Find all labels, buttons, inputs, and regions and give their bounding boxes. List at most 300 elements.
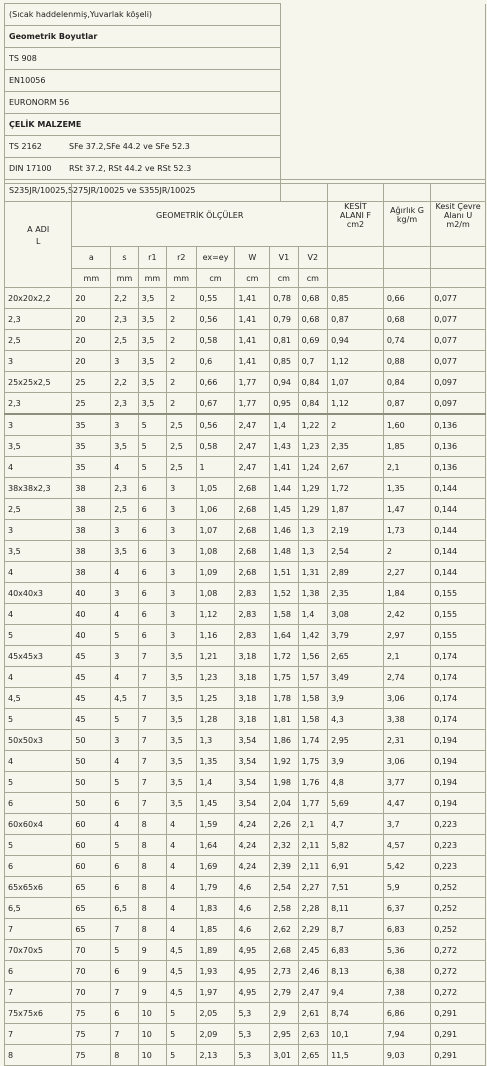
table-cell: 8,11 [328,898,384,919]
table-cell: 5 [5,709,72,730]
table-cell: 7 [5,1024,72,1045]
table-cell: 0,174 [431,667,486,688]
table-cell: 1,44 [270,478,298,499]
table-cell: 0,136 [431,414,486,436]
table-cell: 0,74 [383,330,430,351]
table-cell: 3,01 [270,1045,298,1066]
table-cell: 4 [167,877,196,898]
table-cell: 2,35 [328,583,384,604]
table-cell: 1,21 [196,646,235,667]
table-cell: 0,077 [431,351,486,372]
table-cell: 0,84 [298,372,327,393]
table-cell: 1,46 [270,520,298,541]
table-cell: 0,194 [431,772,486,793]
table-cell: 4,5 [167,961,196,982]
table-cell: 4,95 [235,961,270,982]
table-cell: 3,06 [383,751,430,772]
table-cell: 5 [5,625,72,646]
table-cell: 4,24 [235,835,270,856]
table-cell: 20 [72,330,111,351]
table-cell: 8 [138,814,166,835]
table-cell: 5 [111,709,138,730]
unit-row [5,269,486,288]
table-cell: 8 [138,877,166,898]
table-cell: 3,08 [328,604,384,625]
table-cell: 0,144 [431,499,486,520]
table-cell: 3 [111,646,138,667]
table-cell: 1,31 [298,562,327,583]
table-cell: 0,291 [431,1045,486,1066]
table-cell: 38 [72,520,111,541]
table-cell: 1,93 [196,961,235,982]
table-cell: 3 [167,478,196,499]
table-cell: 70x70x5 [5,940,72,961]
unit-cell: mm [111,269,138,288]
table-cell: 5,42 [383,856,430,877]
table-cell: 1,38 [298,583,327,604]
table-row [5,730,486,751]
table-cell: 1 [196,457,235,478]
standard-ts: TS 908 [5,48,281,70]
table-cell: 40 [72,604,111,625]
table-cell: 3 [167,541,196,562]
table-cell: 2,68 [235,520,270,541]
table-cell: 20 [72,309,111,330]
table-cell: 1,87 [328,499,384,520]
table-cell: 0,7 [298,351,327,372]
table-cell: 0,291 [431,1003,486,1024]
table-cell: 3,54 [235,751,270,772]
table-cell: 1,77 [235,372,270,393]
table-cell: 0,291 [431,1024,486,1045]
table-cell: 1,07 [196,520,235,541]
table-cell: 5,36 [383,940,430,961]
table-cell: 4,3 [328,709,384,730]
table-cell: 2,26 [270,814,298,835]
table-cell: 2,95 [328,730,384,751]
table-cell: 3 [111,583,138,604]
table-cell: 0,223 [431,814,486,835]
table-cell: 0,68 [298,309,327,330]
symbol-cell: r2 [167,247,196,269]
table-cell: 0,174 [431,646,486,667]
table-cell: 0,85 [270,351,298,372]
table-cell: 4 [111,814,138,835]
table-cell: 3 [5,520,72,541]
table-cell: 6 [138,562,166,583]
table-row [5,457,486,478]
table-cell: 4 [167,814,196,835]
table-cell: 0,194 [431,730,486,751]
table-cell: 2,5 [167,457,196,478]
table-cell: 0,68 [298,288,327,309]
table-cell: 0,94 [270,372,298,393]
table-row [5,877,486,898]
table-cell: 1,97 [196,982,235,1003]
table-cell: 2,05 [196,1003,235,1024]
table-cell: 6,86 [383,1003,430,1024]
blank-cell [383,247,430,269]
table-cell: 0,88 [383,351,430,372]
table-cell: 4,6 [235,898,270,919]
area-header: KESİT ALANI F cm2 [328,184,384,247]
table-row [5,751,486,772]
table-cell: 1,64 [196,835,235,856]
table-cell: 1,84 [383,583,430,604]
unit-cell: cm [196,269,235,288]
table-cell: 6 [138,541,166,562]
table-row [5,646,486,667]
table-cell: 2 [167,372,196,393]
table-cell: 1,22 [298,414,327,436]
table-cell: 0,94 [328,330,384,351]
table-cell: 3,79 [328,625,384,646]
table-cell: 2,27 [298,877,327,898]
table-cell: 7 [138,667,166,688]
table-cell: 3 [167,604,196,625]
table-cell: 9 [138,982,166,1003]
table-cell: 50 [72,793,111,814]
material-title: ÇELİK MALZEME [5,114,281,136]
table-cell: 2,95 [270,1024,298,1045]
table-cell: 7 [138,772,166,793]
table-cell: 1,57 [298,667,327,688]
table-cell: 1,4 [270,414,298,436]
table-cell: 3,77 [383,772,430,793]
table-cell: 0,87 [328,309,384,330]
table-cell: 40 [72,583,111,604]
table-cell: 1,41 [235,309,270,330]
table-cell: 2,13 [196,1045,235,1066]
table-row [5,919,486,940]
table-cell: 5,3 [235,1003,270,1024]
table-cell: 1,41 [235,351,270,372]
table-cell: 3 [5,414,72,436]
table-cell: 1,3 [298,541,327,562]
table-cell: 4,6 [235,919,270,940]
table-cell: 3 [167,499,196,520]
table-cell: 2,89 [328,562,384,583]
table-cell: 65 [72,877,111,898]
table-cell: 35 [72,436,111,457]
table-cell: 0,194 [431,751,486,772]
table-cell: 6,37 [383,898,430,919]
table-cell: 2,11 [298,835,327,856]
s-grades: S235JR/10025,S275JR/10025 ve S355JR/10025 [5,180,281,202]
table-cell: 1,24 [298,457,327,478]
table-cell: 0,252 [431,919,486,940]
table-cell: 0,95 [270,393,298,415]
table-cell: 5 [5,772,72,793]
table-cell: 0,84 [383,372,430,393]
ts2162-row [5,136,281,158]
table-cell: 2,04 [270,793,298,814]
table-cell: 38 [72,499,111,520]
table-row [5,1045,486,1066]
table-cell: 38 [72,478,111,499]
table-cell: 6,83 [383,919,430,940]
table-cell: 2,39 [270,856,298,877]
table-cell: 3,5 [167,667,196,688]
table-row [5,309,486,330]
table-cell: 1,05 [196,478,235,499]
table-cell: 1,75 [270,667,298,688]
table-cell: 0,79 [270,309,298,330]
table-cell: 6 [111,877,138,898]
table-cell: 7 [138,709,166,730]
unit-cell: cm [270,269,298,288]
table-row [5,772,486,793]
table-cell: 6 [138,499,166,520]
table-cell: 7 [138,688,166,709]
table-cell: 70 [72,982,111,1003]
table-cell: 6,91 [328,856,384,877]
table-row [5,793,486,814]
geometry-header: GEOMETRİK ÖLÇÜLER [72,184,328,247]
table-cell: 3,5 [138,393,166,415]
table-cell: 2,83 [235,604,270,625]
table-cell: 0,174 [431,709,486,730]
table-cell: 0,252 [431,877,486,898]
table-row [5,856,486,877]
table-cell: 10 [138,1045,166,1066]
table-cell: 2,74 [383,667,430,688]
table-cell: 2 [167,330,196,351]
table-cell: 0,87 [383,393,430,415]
table-cell: 2,1 [383,646,430,667]
table-cell: 1,83 [196,898,235,919]
table-cell: 1,86 [270,730,298,751]
table-cell: 1,23 [196,667,235,688]
table-cell: 3 [167,625,196,646]
table-cell: 2,5 [111,499,138,520]
table-cell: 4,95 [235,982,270,1003]
table-cell: 45x45x3 [5,646,72,667]
table-cell: 3,18 [235,709,270,730]
table-cell: 1,47 [383,499,430,520]
table-cell: 6 [138,478,166,499]
table-cell: 1,74 [298,730,327,751]
table-cell: 2 [167,351,196,372]
table-cell: 1,85 [196,919,235,940]
ts2162-code: TS 2162 [9,142,42,151]
table-cell: 1,72 [328,478,384,499]
table-cell: 7 [5,919,72,940]
table-cell: 1,58 [298,709,327,730]
table-cell: 2 [167,393,196,415]
table-cell: 7 [111,919,138,940]
table-cell: 60x60x4 [5,814,72,835]
table-row [5,351,486,372]
table-cell: 1,81 [270,709,298,730]
table-cell: 1,85 [383,436,430,457]
table-cell: 1,4 [298,604,327,625]
table-cell: 1,43 [270,436,298,457]
table-cell: 40 [72,625,111,646]
table-cell: 10,1 [328,1024,384,1045]
table-cell: 3,5 [167,646,196,667]
table-cell: 4,5 [167,982,196,1003]
table-cell: 38 [72,541,111,562]
table-row [5,562,486,583]
table-cell: 50 [72,751,111,772]
table-cell: 38x38x2,3 [5,478,72,499]
table-cell: 9,03 [383,1045,430,1066]
table-cell: 0,077 [431,288,486,309]
table-cell: 1,77 [298,793,327,814]
table-cell: 0,174 [431,688,486,709]
table-cell: 0,144 [431,562,486,583]
table-cell: 65 [72,919,111,940]
table-cell: 60 [72,814,111,835]
table-cell: 1,07 [328,372,384,393]
table-cell: 25 [72,372,111,393]
table-cell: 8 [111,1045,138,1066]
table-cell: 60 [72,835,111,856]
table-cell: 3,5 [167,709,196,730]
table-cell: 1,52 [270,583,298,604]
table-cell: 60 [72,856,111,877]
table-cell: 4,5 [5,688,72,709]
table-cell: 2,83 [235,583,270,604]
table-cell: 0,69 [298,330,327,351]
dimensions-table [4,183,486,1066]
table-cell: 4,24 [235,856,270,877]
geometry-title: Geometrik Boyutlar [5,26,281,48]
table-cell: 3 [167,562,196,583]
table-cell: 7 [111,1024,138,1045]
table-cell: 5,69 [328,793,384,814]
symbol-cell: a [72,247,111,269]
table-cell: 4,8 [328,772,384,793]
table-cell: 5,3 [235,1045,270,1066]
table-cell: 3,5 [138,309,166,330]
table-cell: 4 [5,667,72,688]
table-cell: 0,272 [431,940,486,961]
table-cell: 25x25x2,5 [5,372,72,393]
table-row [5,688,486,709]
table-cell: 0,144 [431,478,486,499]
table-cell: 0,58 [196,436,235,457]
table-cell: 2,5 [167,436,196,457]
table-cell: 25 [72,393,111,415]
table-cell: 0,252 [431,898,486,919]
table-cell: 2,27 [383,562,430,583]
table-cell: 1,98 [270,772,298,793]
table-cell: 3,5 [167,751,196,772]
table-cell: 3,5 [138,288,166,309]
blank-cell [383,269,430,288]
table-cell: 1,73 [383,520,430,541]
table-cell: 7,51 [328,877,384,898]
table-row [5,625,486,646]
table-cell: 75x75x6 [5,1003,72,1024]
symbol-cell: V2 [298,247,327,269]
table-cell: 3 [5,351,72,372]
table-cell: 3 [167,583,196,604]
table-cell: 0,136 [431,436,486,457]
table-cell: 6 [111,793,138,814]
table-cell: 4,57 [383,835,430,856]
table-cell: 7 [138,730,166,751]
table-cell: 2,9 [270,1003,298,1024]
table-cell: 5 [111,772,138,793]
table-cell: 8,13 [328,961,384,982]
table-cell: 2,54 [270,877,298,898]
table-cell: 2,5 [167,414,196,436]
table-row [5,961,486,982]
table-row [5,478,486,499]
table-cell: 2,29 [298,919,327,940]
table-cell: 1,58 [270,604,298,625]
table-cell: 7 [5,982,72,1003]
table-cell: 3,5 [167,793,196,814]
table-cell: 1,41 [270,457,298,478]
table-cell: 1,78 [270,688,298,709]
table-cell: 2,5 [5,499,72,520]
table-cell: 1,58 [298,688,327,709]
symbol-cell: V1 [270,247,298,269]
table-cell: 1,41 [235,288,270,309]
table-cell: 3,18 [235,667,270,688]
note: (Sıcak haddelenmiş,Yuvarlak köşeli) [5,4,281,26]
table-cell: 6,5 [5,898,72,919]
table-cell: 1,08 [196,583,235,604]
table-cell: 3 [111,730,138,751]
symbol-cell: r1 [138,247,166,269]
table-cell: 1,56 [298,646,327,667]
table-cell: 2 [167,288,196,309]
table-cell: 75 [72,1003,111,1024]
table-cell: 8,74 [328,1003,384,1024]
table-cell: 6,38 [383,961,430,982]
table-cell: 4 [111,751,138,772]
table-cell: 2,47 [235,457,270,478]
table-cell: 4 [111,457,138,478]
din-grades: RSt 37.2, RSt 44.2 ve RSt 52.3 [69,164,192,173]
table-cell: 5 [138,457,166,478]
table-cell: 6 [5,793,72,814]
table-cell: 2,31 [383,730,430,751]
table-cell: 50 [72,772,111,793]
table-cell: 4 [167,898,196,919]
table-cell: 2,47 [235,436,270,457]
table-cell: 8,7 [328,919,384,940]
table-cell: 3 [111,351,138,372]
table-cell: 4 [167,919,196,940]
table-cell: 2,19 [328,520,384,541]
table-cell: 1,51 [270,562,298,583]
table-cell: 4 [5,562,72,583]
table-cell: 0,223 [431,856,486,877]
symbol-cell: ex=ey [196,247,235,269]
table-cell: 3,5 [167,688,196,709]
table-cell: 1,4 [196,772,235,793]
table-cell: 11,5 [328,1045,384,1066]
table-cell: 50 [72,730,111,751]
table-cell: 2,3 [5,309,72,330]
blank-cell [431,247,486,269]
table-cell: 0,155 [431,625,486,646]
table-cell: 2,32 [270,835,298,856]
table-cell: 0,272 [431,961,486,982]
table-cell: 0,58 [196,330,235,351]
table-cell: 2,68 [270,940,298,961]
table-cell: 1,89 [196,940,235,961]
table-cell: 0,155 [431,583,486,604]
table-cell: 2,3 [111,393,138,415]
table-cell: 2 [167,309,196,330]
